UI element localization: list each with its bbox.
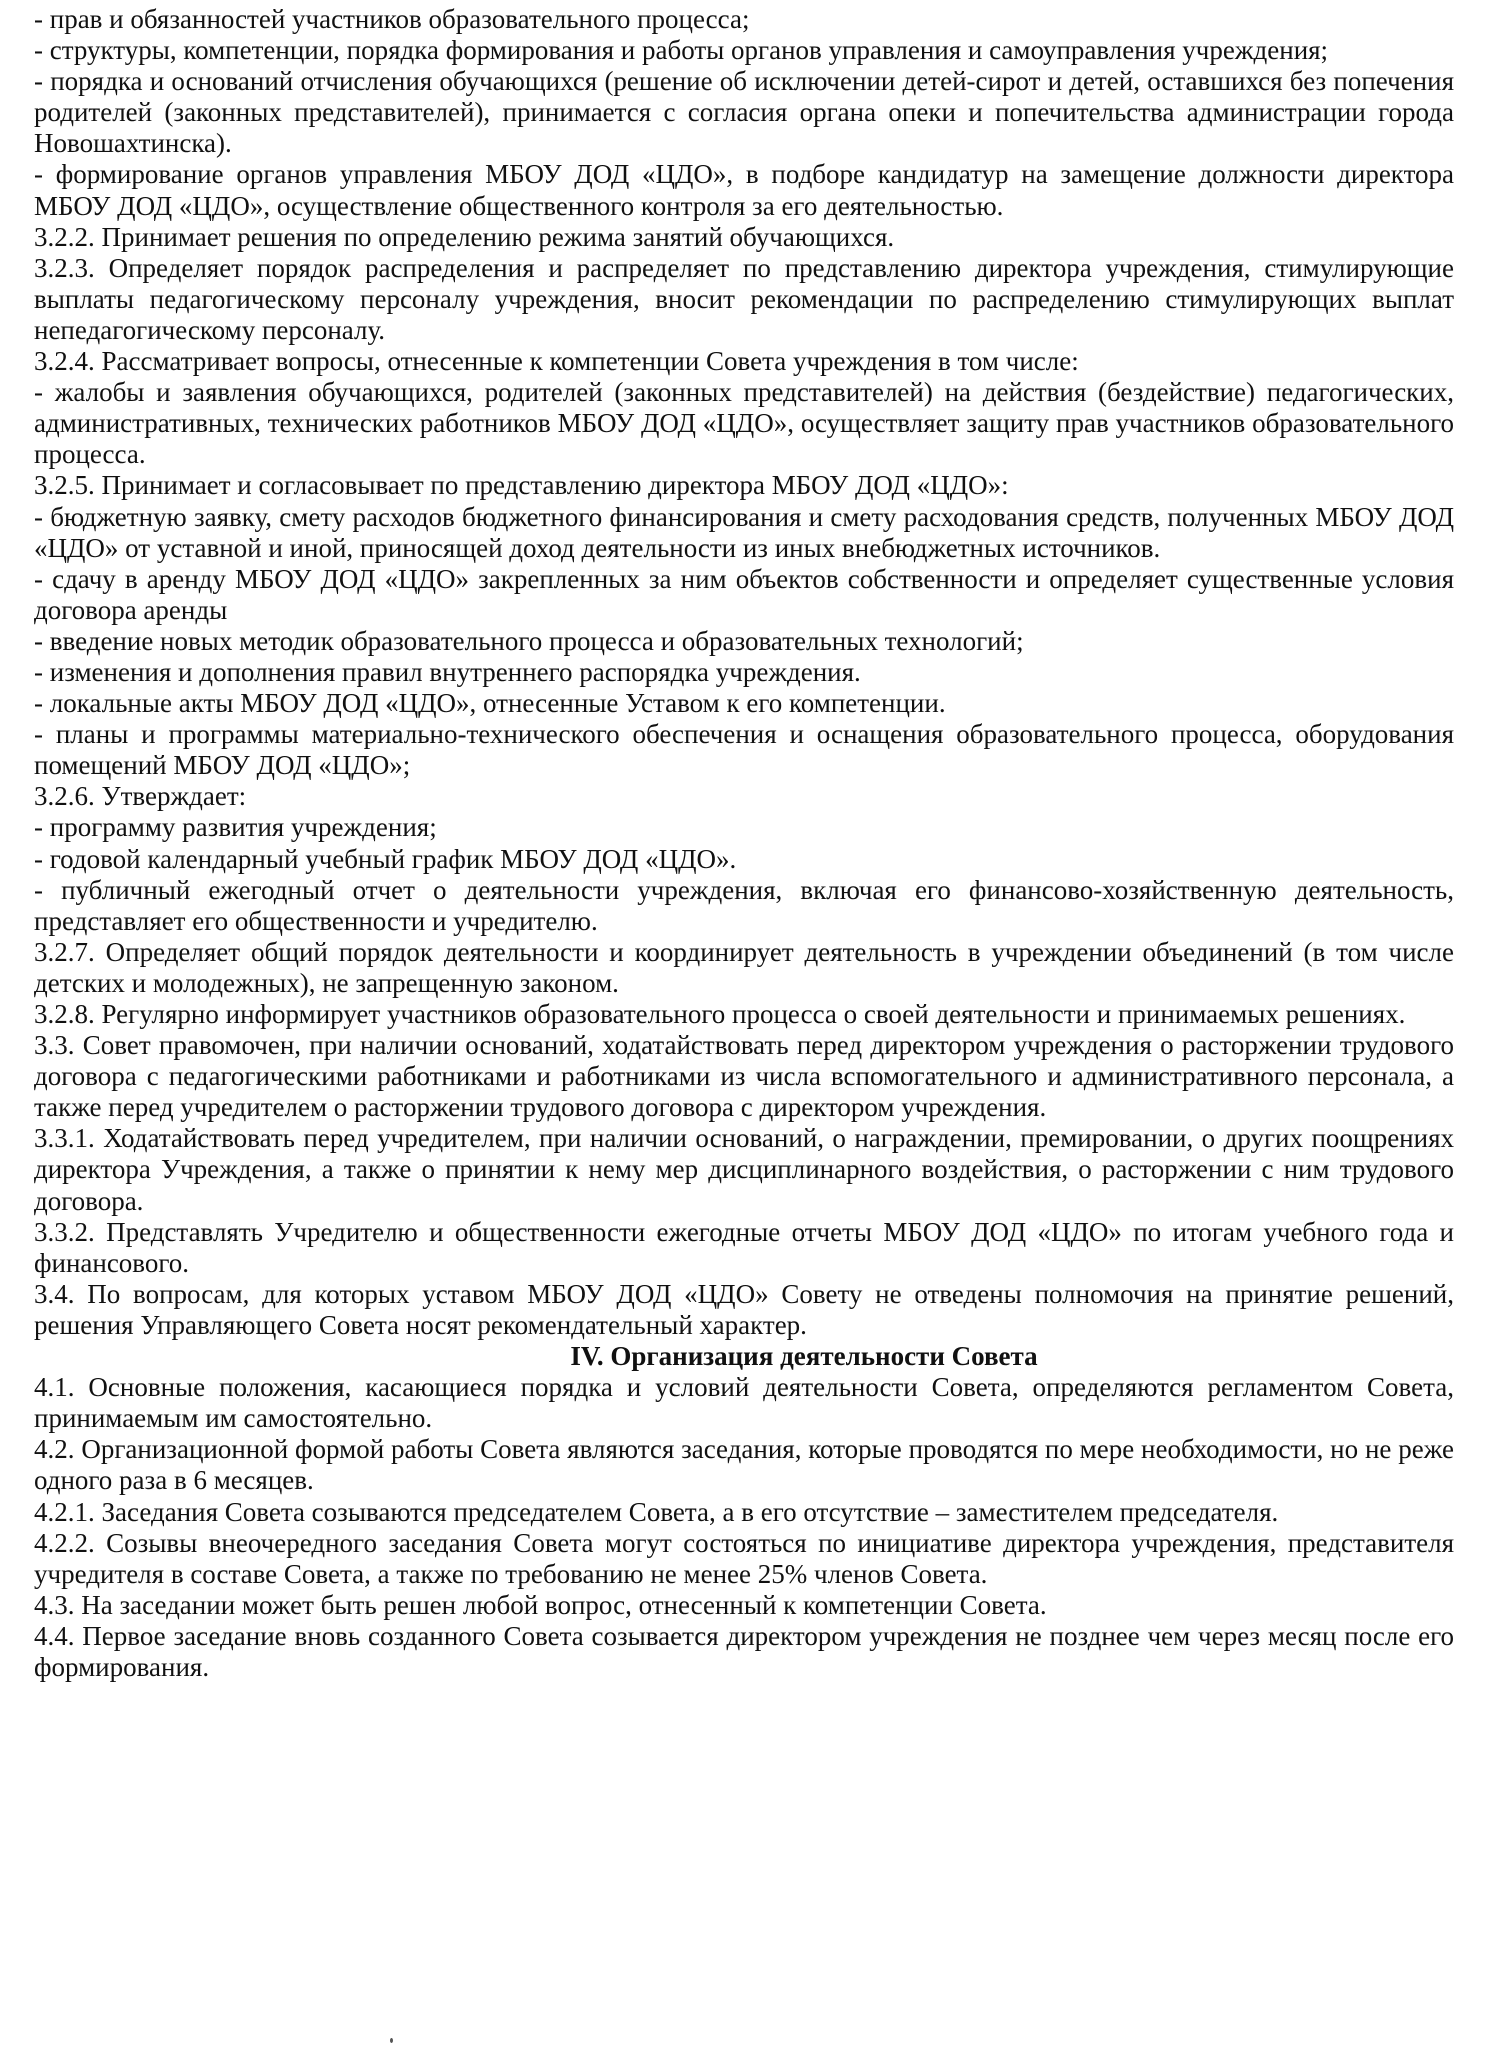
document-page [34,4,1454,2054]
paragraph-annual-schedule: - годовой календарный учебный график МБОУ ДОД «ЦДО». [34,843,737,874]
paragraph-3-3-1: 3.3.1. Ходатайствовать перед учредителем, при наличии оснований, о награждении, премировании, о других поощрениях директора Учреждения, а также о принятии к нему мер дисциплинарного воздействия, о расторжении с ним трудового договора. [34,1123,1454,1216]
paragraph-3-2-6: 3.2.6. Утверждает: [34,781,247,812]
paragraph-4-1: 4.1. Основные положения, касающиеся порядка и условий деятельности Совета, определяются регламентом Совета, принимаемым им самостоятельно. [34,1372,1454,1434]
paragraph-budget: - бюджетную заявку, смету расходов бюджетного финансирования и смету расходования средств, полученных МБОУ ДОД «ЦДО» от уставной и иной, приносящей доход деятельности из иных внебюджетных источников. [34,501,1454,563]
paragraph-3-2-5: 3.2.5. Принимает и согласовывает по представлению директора МБОУ ДОД «ЦДО»: [34,470,1009,501]
paragraph-complaints: - жалобы и заявления обучающихся, родителей (законных представителей) на действия (бездействие) педагогических, административных, технических работников МБОУ ДОД «ЦДО», осуществляет защиту прав участников образовательного процесса. [34,377,1454,470]
paragraph-expulsion: - порядка и оснований отчисления обучающихся (решение об исключении детей-сирот и детей, оставшихся без попечения родителей (законных представителей), принимается с согласия органа опеки и попечительства администрации города Новошахтинска). [34,66,1454,159]
paragraph-internal-rules: - изменения и дополнения правил внутреннего распорядка учреждения. [34,656,861,687]
paragraph-4-4: 4.4. Первое заседание вновь созданного Совета созывается директором учреждения не позднее чем через месяц после его формирования. [34,1620,1454,1682]
scan-speck [390,2038,393,2043]
paragraph-public-report: - публичный ежегодный отчет о деятельности учреждения, включая его финансово-хозяйственную деятельность, представляет его общественности и учредителю. [34,874,1454,936]
paragraph-structure: - структуры, компетенции, порядка формирования и работы органов управления и самоуправления учреждения; [34,35,1329,66]
paragraph-4-2-2: 4.2.2. Созывы внеочередного заседания Совета могут состояться по инициативе директора учреждения, представителя учредителя в составе Совета, а также по требованию не менее 25% членов Совета. [34,1527,1454,1589]
paragraph-governance-formation: - формирование органов управления МБОУ ДОД «ЦДО», в подборе кандидатур на замещение должности директора МБОУ ДОД «ЦДО», осуществление общественного контроля за его деятельностью. [34,159,1454,221]
paragraph-equipment-plans: - планы и программы материально-технического обеспечения и оснащения образовательного процесса, оборудования помещений МБОУ ДОД «ЦДО»; [34,719,1454,781]
paragraph-3-2-4: 3.2.4. Рассматривает вопросы, отнесенные к компетенции Совета учреждения в том числе: [34,346,1079,377]
paragraph-3-2-8: 3.2.8. Регулярно информирует участников образовательного процесса о своей деятельности и принимаемых решениях. [34,999,1406,1029]
paragraph-4-2: 4.2. Организационной формой работы Совета являются заседания, которые проводятся по мере необходимости, но не реже одного раза в 6 месяцев. [34,1434,1454,1496]
paragraph-4-2-1: 4.2.1. Заседания Совета созываются председателем Совета, а в его отсутствие – заместителем председателя. [34,1496,1279,1527]
paragraph-3-4: 3.4. По вопросам, для которых уставом МБОУ ДОД «ЦДО» Совету не отведены полномочия на принятие решений, решения Управляющего Совета носят рекомендательный характер. [34,1278,1454,1340]
paragraph-3-2-7: 3.2.7. Определяет общий порядок деятельности и координирует деятельность в учреждении объединений (в том числе детских и молодежных), не запрещенную законом. [34,936,1454,998]
paragraph-local-acts: - локальные акты МБОУ ДОД «ЦДО», отнесенные Уставом к его компетенции. [34,688,946,719]
paragraph-3-2-3: 3.2.3. Определяет порядок распределения и распределяет по представлению директора учреждения, стимулирующие выплаты педагогическому персоналу учреждения, вносит рекомендации по распределению стимулирующих выплат непедагогическому персоналу. [34,252,1454,345]
paragraph-development-program: - программу развития учреждения; [34,812,437,843]
paragraph-3-2-2: 3.2.2. Принимает решения по определению режима занятий обучающихся. [34,221,895,252]
paragraph-new-methods: - введение новых методик образовательного процесса и образовательных технологий; [34,625,1024,656]
paragraph-3-3-2: 3.3.2. Представлять Учредителю и общественности ежегодные отчеты МБОУ ДОД «ЦДО» по итогам учебного года и финансового. [34,1216,1454,1278]
paragraph-4-3: 4.3. На заседании может быть решен любой вопрос, отнесенный к компетенции Совета. [34,1589,1047,1620]
section-heading: IV. Организация деятельности Совета [570,1341,1038,1372]
paragraph-lease: - сдачу в аренду МБОУ ДОД «ЦДО» закрепленных за ним объектов собственности и определяет существенные условия договора аренды [34,563,1454,625]
paragraph-rights: - прав и обязанностей участников образовательного процесса; [34,4,750,34]
paragraph-3-3: 3.3. Совет правомочен, при наличии оснований, ходатайствовать перед директором учреждения о расторжении трудового договора с педагогическими работниками и работниками из числа вспомогательного и административного персонала, а также перед учредителем о расторжении трудового договора с директором учреждения. [34,1030,1454,1123]
